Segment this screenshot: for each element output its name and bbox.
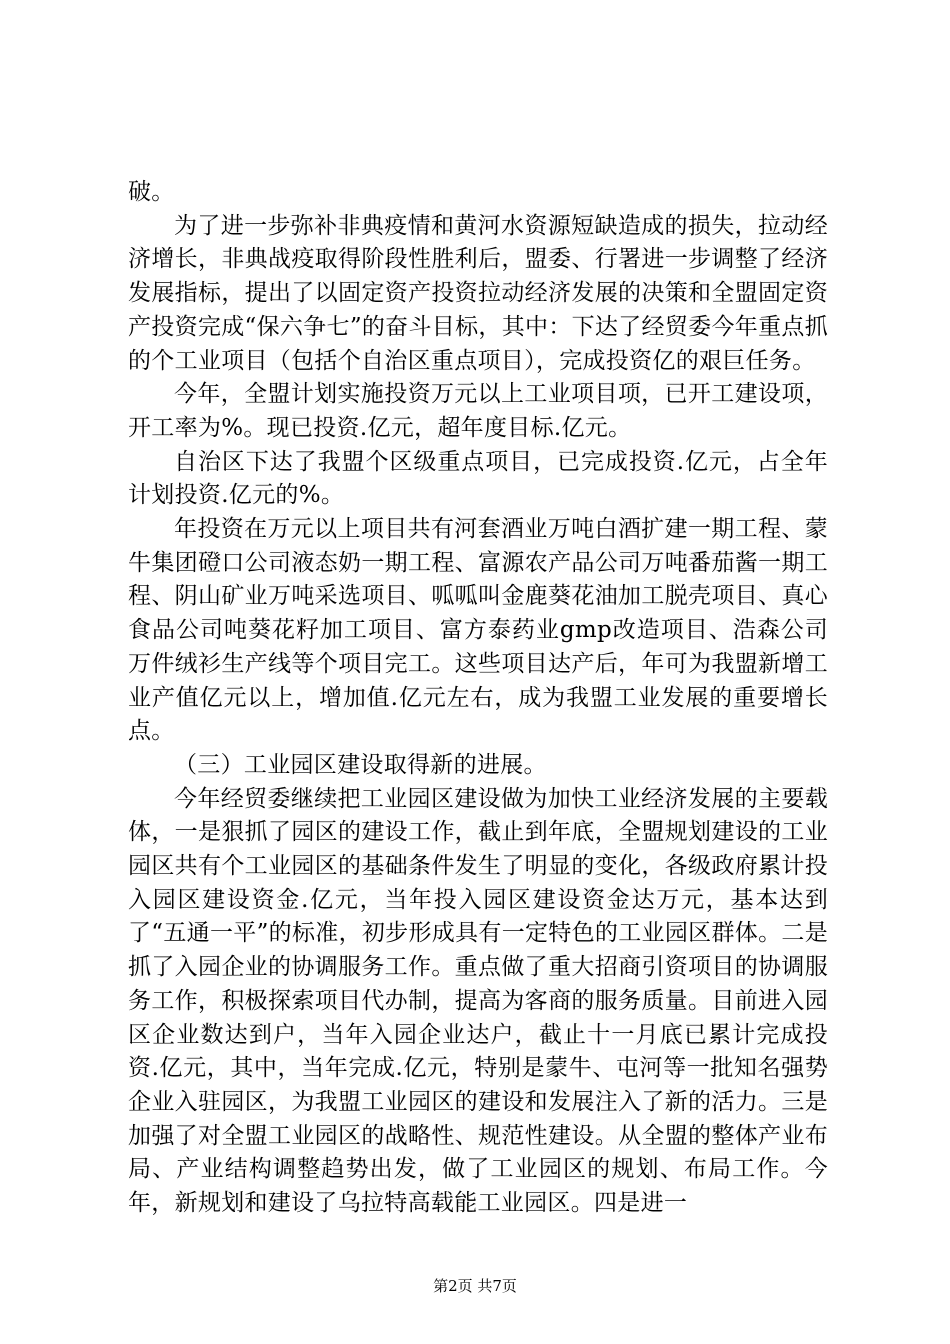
section-heading-industrial-parks: （三）工业园区建设取得新的进展。 xyxy=(174,751,547,778)
paragraph-continuation: 破。 xyxy=(128,179,175,205)
paragraph-key-projects: 自治区下达了我盟个区级重点项目，已完成投资.亿元，占全年计划投资.亿元的%。 xyxy=(128,448,828,509)
paragraph-economic-adjustment: 为了进一步弥补非典疫情和黄河水资源短缺造成的损失，拉动经济增长，非典战疫取得阶段性胜利后，盟委、行署进一步调整了经济发展指标，提出了以固定资产投资拉动经济发展的决策和全盟固定资产投资完成“保六争七”的奋斗目标，其中：下达了经贸委今年重点抓的个工业项目（包括个自治区重点项目），完成投资亿的艰巨任务。 xyxy=(128,212,828,374)
paragraph-project-plan: 今年，全盟计划实施投资万元以上工业项目项，已开工建设项，开工率为%。现已投资.亿元，超年度目标.亿元。 xyxy=(128,381,828,441)
page-number-footer: 第2页 共7页 xyxy=(433,1277,517,1295)
paragraph-industrial-parks: 今年经贸委继续把工业园区建设做为加快工业经济发展的主要载体，一是狠抓了园区的建设工作，截止到年底，全盟规划建设的工业园区共有个工业园区的基础条件发生了明显的变化，各级政府累计投入园区建设资金.亿元，当年投入园区建设资金达万元，基本达到了“五通一平”的标准，初步形成具有一定特色的工业园区群体。二是抓了入园企业的协调服务工作。重点做了重大招商引资项目的协调服务工作，积极探索项目代办制，提高为客商的服务质量。目前进入园区企业数达到户，当年入园企业达户，截止十一月底已累计完成投资.亿元，其中，当年完成.亿元，特别是蒙牛、屯河等一批知名强势企业入驻园区，为我盟工业园区的建设和发展注入了新的活力。三是加强了对全盟工业园区的战略性、规范性建设。从全盟的整体产业布局、产业结构调整趋势出发，做了工业园区的规划、布局工作。今年，新规划和建设了乌拉特高载能工业园区。四是进一 xyxy=(128,785,828,1217)
document-body xyxy=(128,176,828,1221)
paragraph-completed-projects: 年投资在万元以上项目共有河套酒业万吨白酒扩建一期工程、蒙牛集团磴口公司液态奶一期工程、富源农产品公司万吨番茄酱一期工程、阴山矿业万吨采选项目、呱呱叫金鹿葵花油加工脱壳项目、真心食品公司吨葵花籽加工项目、富方泰药业gmp改造项目、浩森公司万件绒衫生产线等个项目完工。这些项目达产后，年可为我盟新增工业产值亿元以上，增加值.亿元左右，成为我盟工业发展的重要增长点。 xyxy=(128,516,828,745)
